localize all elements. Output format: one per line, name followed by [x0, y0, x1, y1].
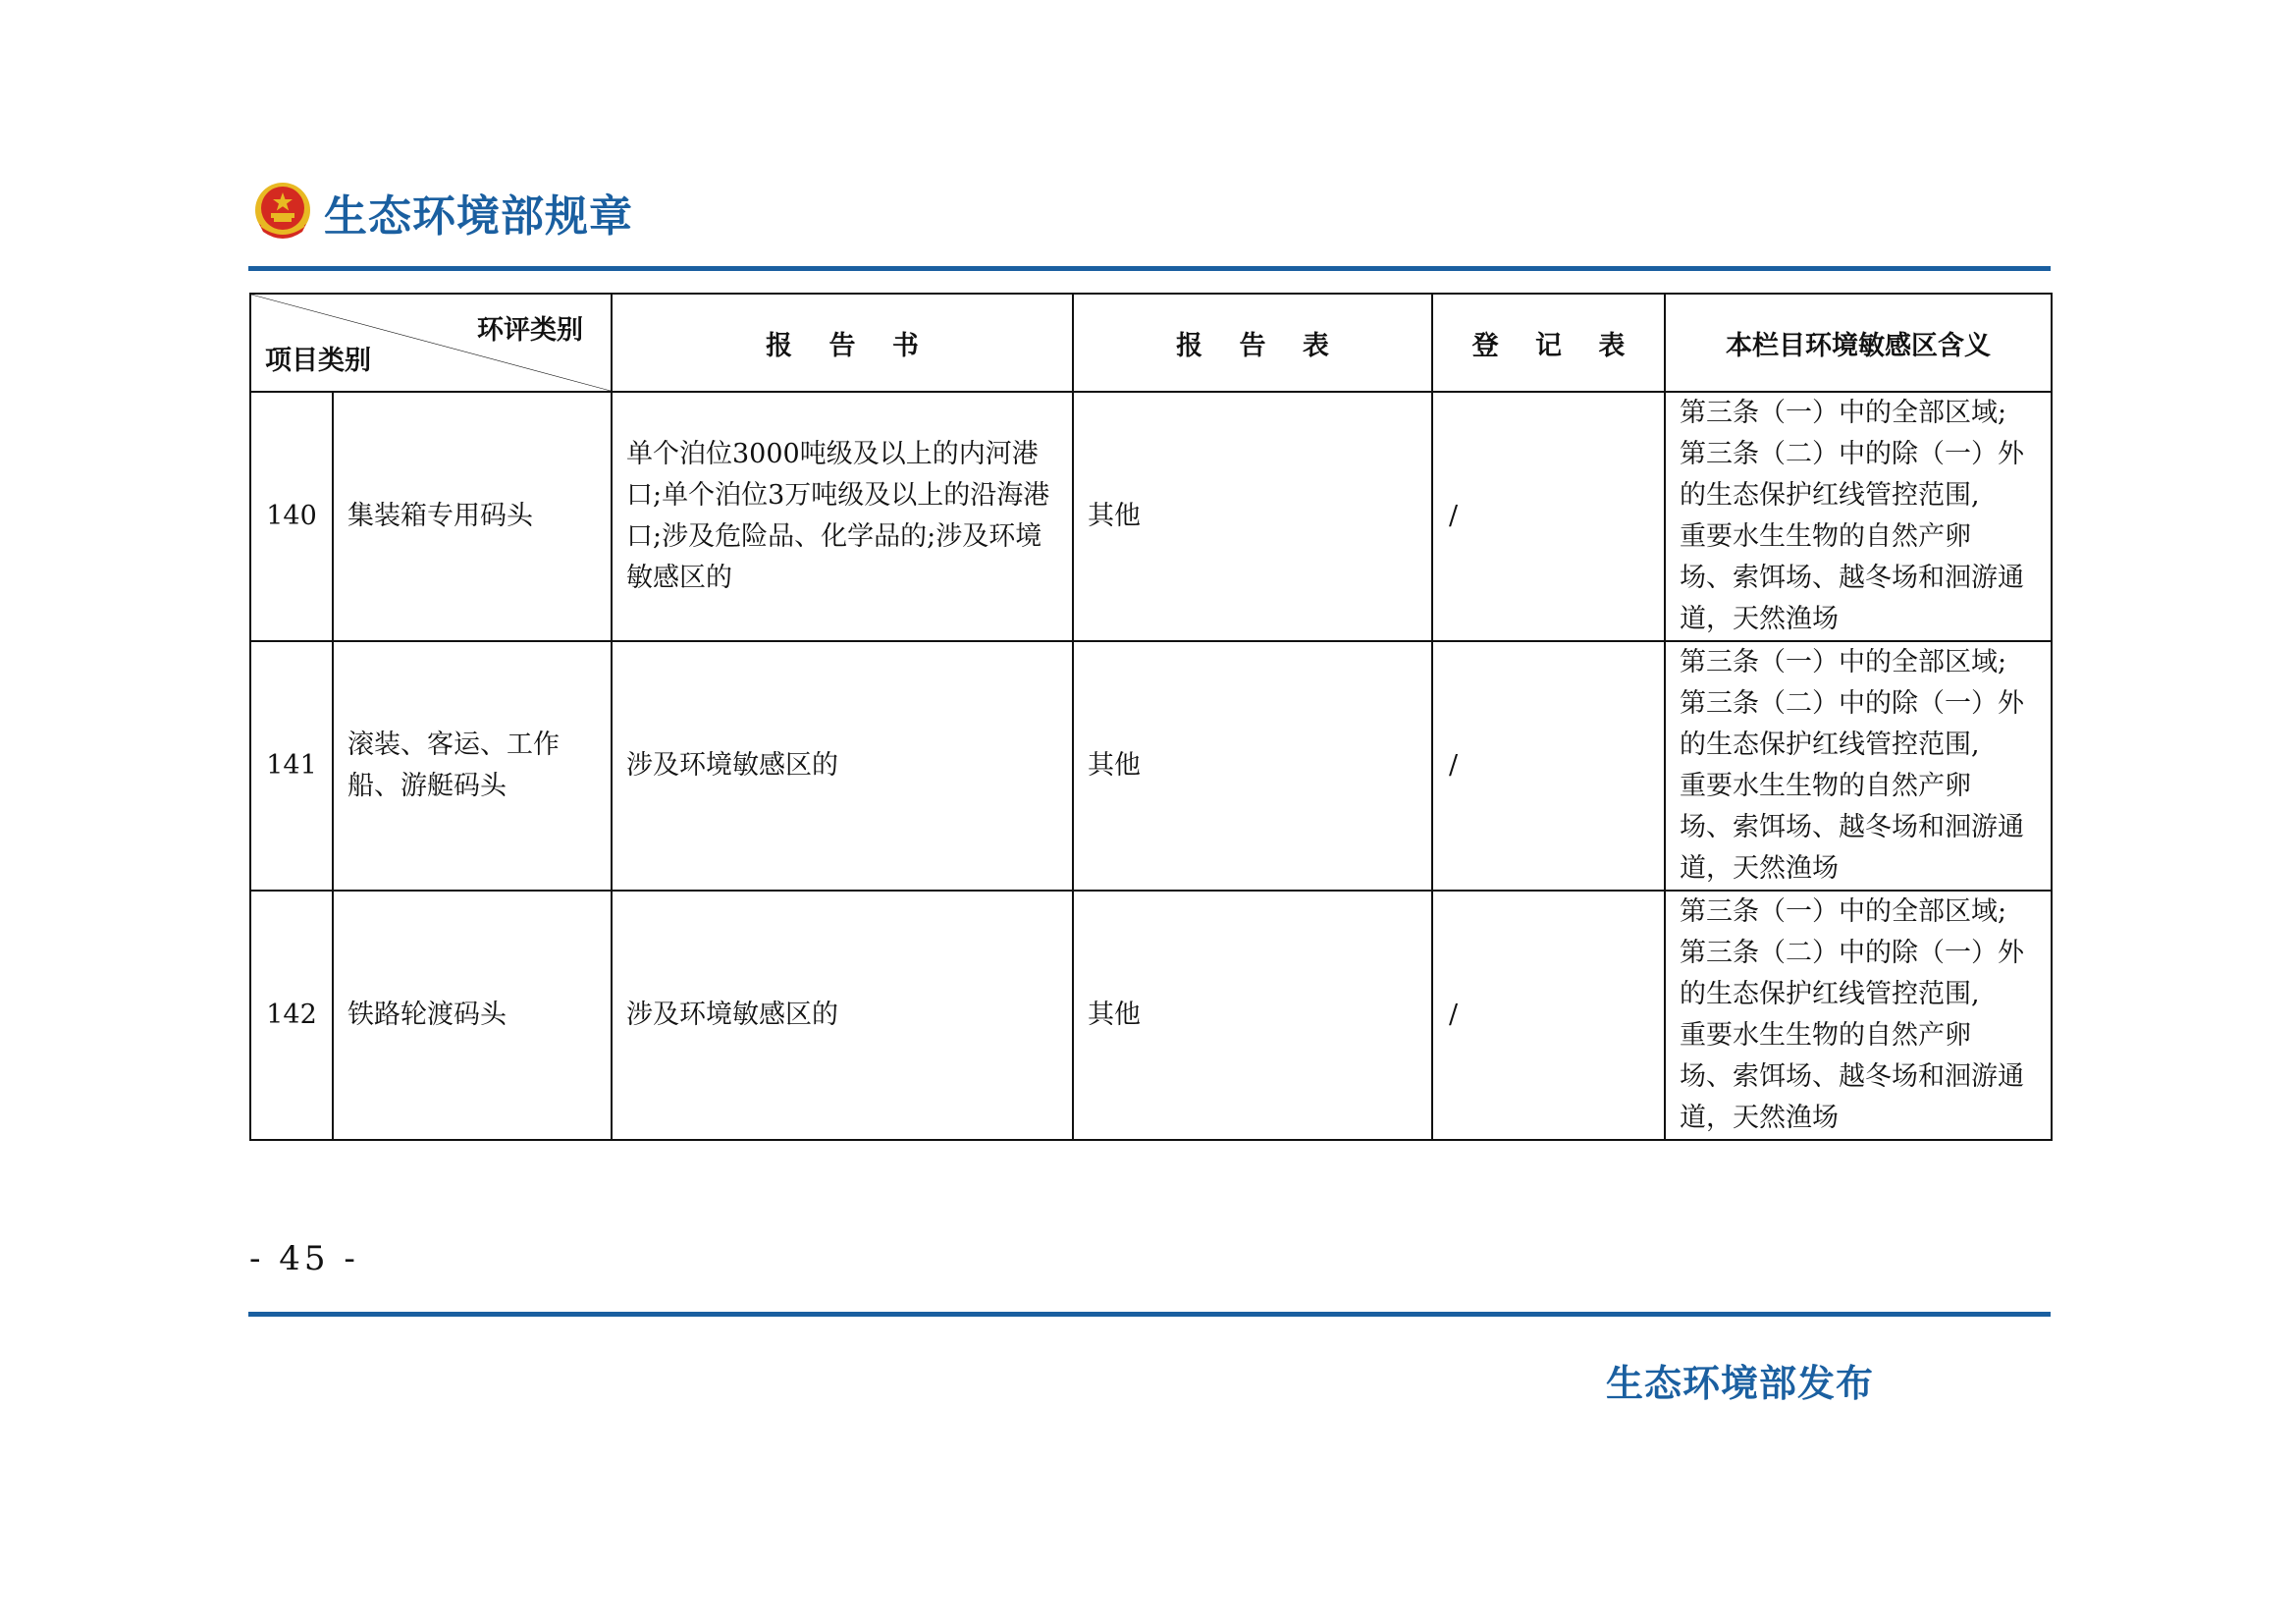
- page-number: - 45 -: [249, 1239, 359, 1278]
- report-form-criteria: 其他: [1073, 641, 1432, 891]
- report-book-criteria: 涉及环境敏感区的: [612, 641, 1073, 891]
- diagonal-header-cell: [250, 294, 612, 392]
- sensitive-area-definition: [1665, 891, 2052, 1140]
- sensitive-line: 道，天然渔场: [1680, 853, 1839, 884]
- page-title: 生态环境部规章: [324, 191, 633, 242]
- header-divider: [248, 266, 2051, 271]
- page-header: [251, 173, 633, 251]
- report-form-criteria: 其他: [1073, 392, 1432, 641]
- row-number: 142: [250, 891, 333, 1140]
- project-name: 滚装、客运、工作船、游艇码头: [333, 641, 612, 891]
- header-sensitive-area: 本栏目环境敏感区含义: [1665, 294, 2052, 392]
- register-form-criteria: /: [1432, 641, 1665, 891]
- table-row: [250, 392, 2052, 641]
- table-row: [250, 641, 2052, 891]
- project-name: 铁路轮渡码头: [333, 891, 612, 1140]
- sensitive-line: 场、索饵场、越冬场和洄游通: [1680, 563, 2024, 593]
- sensitive-line: 的生态保护红线管控范围,: [1680, 979, 1980, 1009]
- publisher-label: 生态环境部发布: [1606, 1362, 1875, 1405]
- sensitive-line: 第三条（二）中的除（一）外: [1680, 688, 2024, 719]
- sensitive-line: 场、索饵场、越冬场和洄游通: [1680, 812, 2024, 842]
- register-form-criteria: /: [1432, 891, 1665, 1140]
- sensitive-line: 道，天然渔场: [1680, 1103, 1839, 1133]
- row-number: 140: [250, 392, 333, 641]
- sensitive-line: 的生态保护红线管控范围,: [1680, 730, 1980, 760]
- header-project-category: 项目类别: [265, 346, 371, 376]
- report-form-criteria: 其他: [1073, 891, 1432, 1140]
- sensitive-line: 重要水生生物的自然产卵: [1680, 771, 1971, 801]
- report-book-criteria: 涉及环境敏感区的: [612, 891, 1073, 1140]
- sensitive-line: 第三条（二）中的除（一）外: [1680, 439, 2024, 469]
- sensitive-area-definition: [1665, 641, 2052, 891]
- national-emblem-icon: [251, 181, 314, 243]
- sensitive-area-definition: [1665, 392, 2052, 641]
- project-name: 集装箱专用码头: [333, 392, 612, 641]
- row-number: 141: [250, 641, 333, 891]
- sensitive-line: 道，天然渔场: [1680, 604, 1839, 634]
- sensitive-line: 的生态保护红线管控范围,: [1680, 480, 1980, 511]
- sensitive-line: 场、索饵场、越冬场和洄游通: [1680, 1061, 2024, 1092]
- sensitive-line: 第三条（一）中的全部区域;: [1680, 647, 2007, 677]
- classification-table: [249, 293, 2053, 1141]
- register-form-criteria: /: [1432, 392, 1665, 641]
- header-report-book: 报 告 书: [612, 294, 1073, 392]
- sensitive-line: 重要水生生物的自然产卵: [1680, 521, 1971, 552]
- header-report-form: 报 告 表: [1073, 294, 1432, 392]
- sensitive-line: 第三条（一）中的全部区域;: [1680, 398, 2007, 428]
- report-book-criteria: 单个泊位3000吨级及以上的内河港口;单个泊位3万吨级及以上的沿海港口;涉及危险品、化学品的;涉及环境敏感区的: [612, 392, 1073, 641]
- table-header-row: [250, 294, 2052, 392]
- table-row: [250, 891, 2052, 1140]
- sensitive-line: 第三条（一）中的全部区域;: [1680, 896, 2007, 927]
- sensitive-line: 重要水生生物的自然产卵: [1680, 1020, 1971, 1051]
- sensitive-line: 第三条（二）中的除（一）外: [1680, 938, 2024, 968]
- footer-divider: [248, 1312, 2051, 1317]
- header-eia-category: 环评类别: [477, 315, 583, 346]
- header-register-form: 登 记 表: [1432, 294, 1665, 392]
